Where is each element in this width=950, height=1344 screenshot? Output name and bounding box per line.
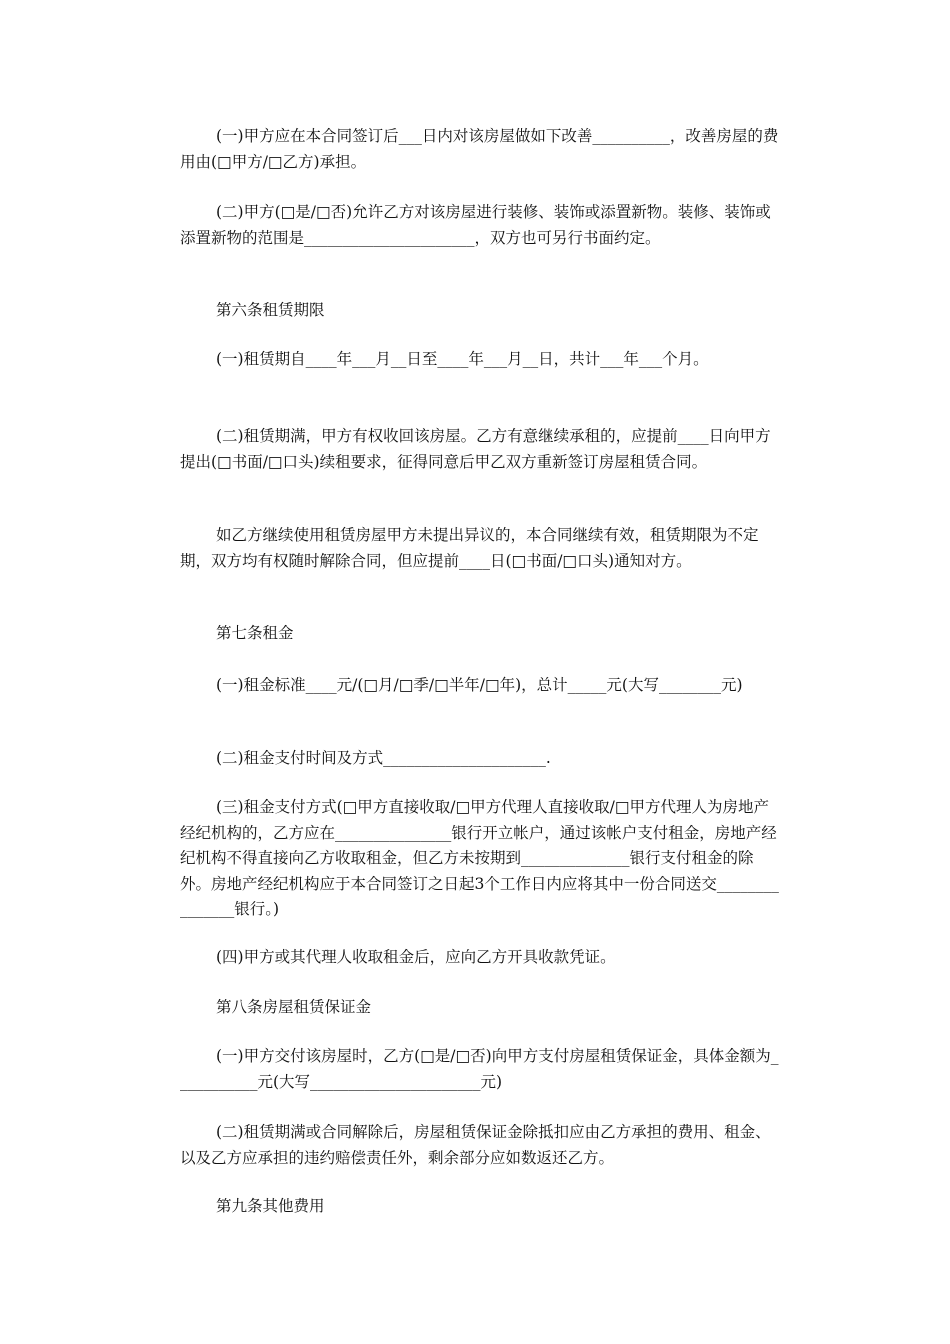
paragraph-payment-method (180, 795, 780, 923)
paragraph-text: (三)租金支付方式(□甲方直接收取/□甲方代理人直接收取/□甲方代理人为房地产经纪机构的，乙方应在_______________银行开立帐户，通过该帐户支付租金，房地产经纪机构不得直接向乙方收取租金，但乙方未按期到______________银行支付租金的除外。房地产经纪机构应于本合同签订之日起3个工作日内应将其中一份合同送交_______________银行。) (180, 798, 779, 918)
heading-article-8: 第八条房屋租赁保证金 (216, 998, 372, 1016)
paragraph-text: (一)甲方应在本合同签订后___日内对该房屋做如下改善__________，改善房屋的费用由(□甲方/□乙方)承担。 (180, 127, 779, 171)
paragraph-lease-term (180, 347, 780, 373)
heading-article-7: 第七条租金 (216, 624, 294, 642)
paragraph-text: (二)租赁期满或合同解除后，房屋租赁保证金除抵扣应由乙方承担的费用、租金、以及乙方应承担的违约赔偿责任外，剩余部分应如数返还乙方。 (180, 1123, 771, 1167)
paragraph-payment-time (180, 746, 780, 772)
paragraph-renewal (180, 424, 780, 475)
paragraph-rent-standard (180, 673, 780, 699)
paragraph-improvement (180, 124, 780, 175)
paragraph-text: (一)甲方交付该房屋时，乙方(□是/□否)向甲方支付房屋租赁保证金，具体金额为___________元(大写______________________元) (180, 1047, 779, 1091)
paragraph-text: (一)租金标准____元/(□月/□季/□半年/□年)，总计_____元(大写________元) (216, 676, 743, 694)
paragraph-deposit-amount (180, 1044, 780, 1095)
paragraph-deposit-return (180, 1120, 780, 1171)
heading-article-9: 第九条其他费用 (216, 1197, 325, 1215)
paragraph-text: (二)租赁期满，甲方有权收回该房屋。乙方有意继续承租的，应提前____日向甲方提出(□书面/□口头)续租要求，征得同意后甲乙双方重新签订房屋租赁合同。 (180, 427, 771, 471)
heading-article-6: 第六条租赁期限 (216, 301, 325, 319)
paragraph-text: 如乙方继续使用租赁房屋甲方未提出异议的，本合同继续有效，租赁期限为不定期，双方均有权随时解除合同，但应提前____日(□书面/□口头)通知对方。 (180, 526, 759, 570)
paragraph-text: (二)租金支付时间及方式_____________________. (216, 749, 551, 767)
paragraph-indefinite-term (180, 523, 780, 574)
paragraph-text: (二)甲方(□是/□否)允许乙方对该房屋进行装修、装饰或添置新物。装修、装饰或添置新物的范围是______________________，双方也可另行书面约定。 (180, 203, 771, 247)
paragraph-text: (一)租赁期自____年___月__日至____年___月__日，共计___年___个月。 (216, 350, 709, 368)
paragraph-text: (四)甲方或其代理人收取租金后，应向乙方开具收款凭证。 (216, 948, 616, 966)
paragraph-renovation (180, 200, 780, 251)
paragraph-receipt (180, 945, 780, 971)
